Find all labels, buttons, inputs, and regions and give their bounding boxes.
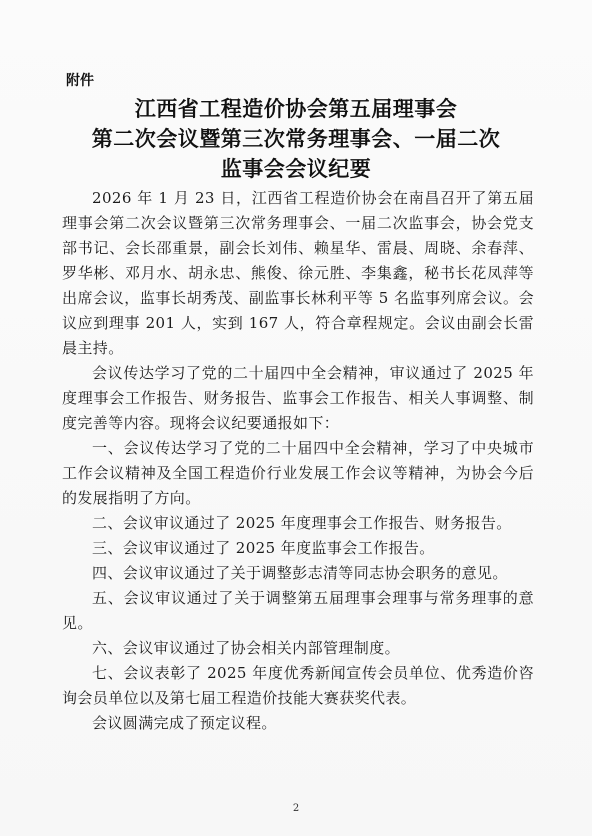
paragraph-item-6: 六、会议审议通过了协会相关内部管理制度。 [92,639,401,657]
paragraph-item-5: 五、会议审议通过了关于调整第五届理事会理事与常务理事的意见。 [62,589,534,632]
attachment-label: 附件 [66,73,94,89]
title-line-2: 第二次会议暨第三次常务理事会、一届二次 [91,127,501,151]
paragraph-item-3: 三、会议审议通过了 2025 年度监事会工作报告。 [92,539,435,557]
title-line-1: 江西省工程造价协会第五届理事会 [134,97,458,121]
paragraph-summary: 会议传达学习了党的二十届四中全会精神，审议通过了 2025 年度理事会工作报告、财务报告、监事会工作报告、相关人事调整、制度完善等内容。现将会议纪要通报如下： [62,364,534,432]
title-line-3: 监事会会议纪要 [220,157,372,181]
paragraph-item-2: 二、会议审议通过了 2025 年度理事会工作报告、财务报告。 [92,514,512,532]
paragraph-item-4: 四、会议审议通过了关于调整彭志清等同志协会职务的意见。 [92,564,508,582]
paragraph-item-1: 一、会议传达学习了党的二十届四中全会精神，学习了中央城市工作会议精神及全国工程造价行业发展工作会议等精神，为协会今后的发展指明了方向。 [62,439,534,507]
paragraph-item-7: 七、会议表彰了 2025 年度优秀新闻宣传会员单位、优秀造价咨询会员单位以及第七届工程造价技能大赛获奖代表。 [62,664,534,707]
document-body [62,186,534,736]
page-number: 2 [292,803,300,814]
document-title [0,94,592,184]
paragraph-intro: 2026 年 1 月 23 日，江西省工程造价协会在南昌召开了第五届理事会第二次会议暨第三次常务理事会、一届二次监事会，协会党支部书记、会长邵重景，副会长刘伟、赖星华、雷晨、周晓、余春萍、罗华彬、邓月水、胡永忠、熊俊、徐元胜、李集鑫，秘书长花凤萍等出席会议，监事长胡秀茂、副监事长林利平等 5 名监事列席会议。会议应到理事 201 人，实到 167 人，符合章程规定。会议由副会长雷晨主持。 [62,189,534,357]
paragraph-closing: 会议圆满完成了预定议程。 [92,714,277,732]
